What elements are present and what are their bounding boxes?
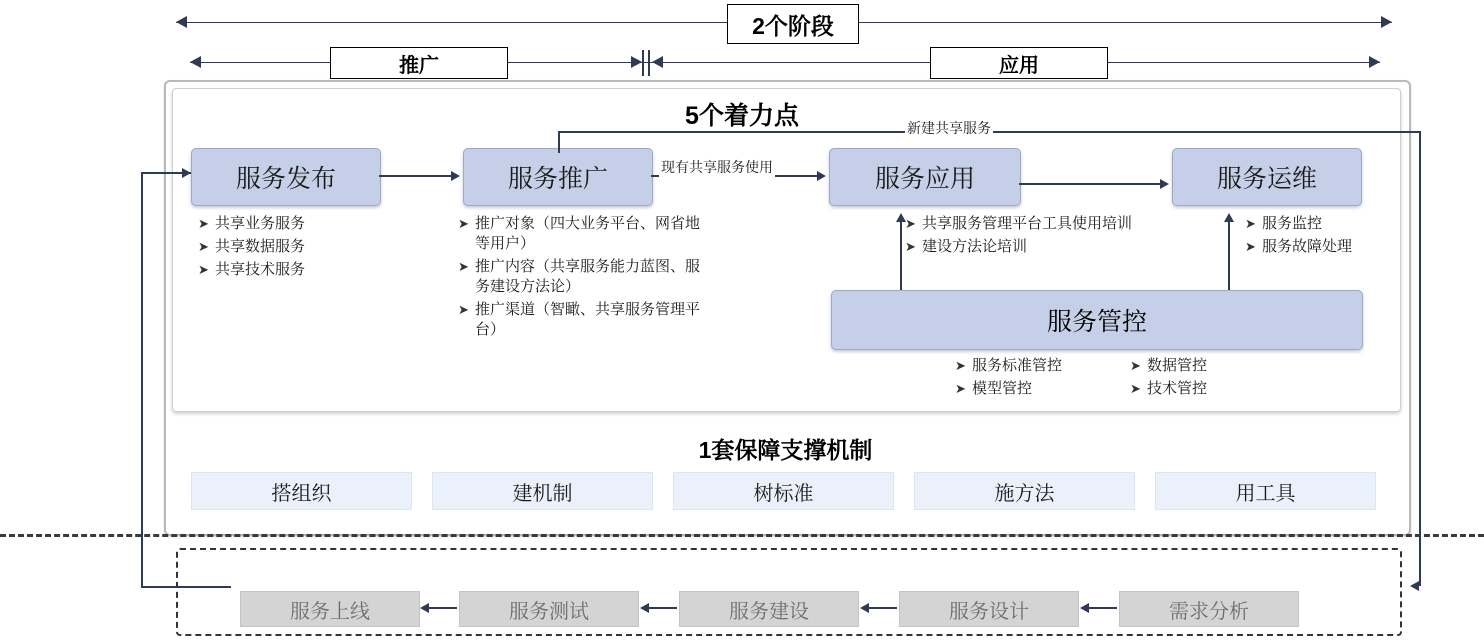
bullet-text: 共享业务服务	[215, 215, 306, 232]
stage-box-service-apply[interactable]: 服务应用	[829, 148, 1021, 206]
phase-total-arrow-right-head	[1381, 16, 1392, 28]
bullet-arrow-icon: ➤	[198, 239, 209, 254]
list-item	[458, 300, 706, 340]
phase-divider-left-head	[631, 56, 642, 68]
list-item	[1130, 379, 1310, 399]
connector-life-2-to-1-head	[640, 603, 649, 613]
list-item	[198, 214, 398, 234]
bullet-arrow-icon: ➤	[1130, 381, 1141, 396]
bullet-arrow-icon: ➤	[955, 381, 966, 396]
connector-life-3-to-2-head	[860, 603, 869, 613]
connector-new-service-head	[1410, 581, 1419, 591]
support-item-method[interactable]: 施方法	[914, 472, 1135, 510]
connector-life-1-to-0-head	[420, 603, 429, 613]
phase-divider-tick-1	[642, 50, 644, 76]
bullet-text: 建设方法论培训	[922, 238, 1028, 255]
stage-box-service-promote[interactable]: 服务推广	[463, 148, 653, 206]
bullet-text: 模型管控	[972, 380, 1033, 397]
connector-governance-to-ops-head	[1224, 213, 1234, 222]
bullet-arrow-icon: ➤	[458, 216, 469, 231]
list-item	[1130, 356, 1310, 376]
bullet-arrow-icon: ➤	[1245, 239, 1256, 254]
lifecycle-item-service-test[interactable]: 服务测试	[459, 591, 639, 627]
list-item	[955, 356, 1135, 376]
bullet-text: 推广内容（共享服务能力蓝图、服务建设方法论）	[475, 258, 701, 295]
stage-box-service-publish[interactable]: 服务发布	[191, 148, 381, 206]
connector-label-existing-service: 现有共享服务使用	[661, 159, 773, 175]
phase-label-apply: 应用	[930, 47, 1108, 79]
connector-governance-to-apply	[900, 222, 902, 290]
bullet-arrow-icon: ➤	[905, 216, 916, 231]
lifecycle-item-service-design[interactable]: 服务设计	[899, 591, 1079, 627]
bullet-arrow-icon: ➤	[955, 358, 966, 373]
bullet-arrow-icon: ➤	[1245, 216, 1256, 231]
lifecycle-item-service-build[interactable]: 服务建设	[679, 591, 859, 627]
bullet-list-apply	[905, 214, 1205, 260]
connector-life-2-to-1	[647, 607, 677, 609]
bullet-text: 共享数据服务	[215, 238, 306, 255]
support-mechanism-title: 1套保障支撑机制	[698, 437, 873, 463]
support-item-organization[interactable]: 搭组织	[191, 472, 412, 510]
list-item	[458, 257, 706, 297]
focus-points-title: 5个着力点	[685, 102, 799, 130]
bullet-arrow-icon: ➤	[198, 216, 209, 231]
connector-publish-to-promote	[379, 175, 451, 177]
connector-apply-to-ops-head	[1160, 179, 1169, 189]
list-item	[198, 237, 398, 257]
connector-label-new-service: 新建共享服务	[907, 120, 991, 136]
phase-sub-arrow-right-head	[1369, 56, 1380, 68]
bullet-list-ops	[1245, 214, 1425, 260]
bullet-arrow-icon: ➤	[1130, 358, 1141, 373]
bullet-text: 数据管控	[1147, 357, 1208, 374]
connector-publish-to-promote-head	[451, 171, 460, 181]
lifecycle-item-requirement-analysis[interactable]: 需求分析	[1119, 591, 1299, 627]
bullet-text: 技术管控	[1147, 380, 1208, 397]
bullet-text: 共享服务管理平台工具使用培训	[922, 215, 1133, 232]
list-item	[1245, 214, 1425, 234]
bullet-list-promote	[458, 214, 706, 343]
bullet-text: 服务标准管控	[972, 357, 1063, 374]
bullet-arrow-icon: ➤	[458, 302, 469, 317]
list-item	[905, 237, 1205, 257]
lifecycle-item-service-online[interactable]: 服务上线	[240, 591, 420, 627]
phase-total-label: 2个阶段	[727, 4, 859, 44]
list-item	[905, 214, 1205, 234]
connector-new-service-vertical-right	[1419, 131, 1421, 586]
support-item-mechanism[interactable]: 建机制	[432, 472, 653, 510]
connector-life-3-to-2	[867, 607, 897, 609]
connector-apply-to-ops	[1019, 183, 1160, 185]
stage-box-service-ops[interactable]: 服务运维	[1172, 148, 1362, 206]
stage-box-service-governance[interactable]: 服务管控	[831, 290, 1363, 350]
connector-new-service-vertical-left	[558, 131, 560, 153]
bullet-text: 服务监控	[1262, 215, 1323, 232]
bullet-arrow-icon: ➤	[198, 262, 209, 277]
list-item	[955, 379, 1135, 399]
list-item	[198, 260, 398, 280]
connector-lifecycle-feedback-head	[182, 168, 191, 178]
connector-governance-to-ops	[1228, 222, 1230, 290]
bullet-arrow-icon: ➤	[905, 239, 916, 254]
support-item-standard[interactable]: 树标准	[673, 472, 894, 510]
bullet-list-publish	[198, 214, 398, 283]
list-item	[458, 214, 706, 254]
connector-life-4-to-3-head	[1080, 603, 1089, 613]
connector-life-4-to-3	[1087, 607, 1117, 609]
connector-promote-to-apply-head	[817, 171, 826, 181]
list-item	[1245, 237, 1425, 257]
bullet-list-governance-left	[955, 356, 1135, 402]
bullet-text: 共享技术服务	[215, 261, 306, 278]
phase-divider-right-head	[652, 56, 663, 68]
support-item-tools[interactable]: 用工具	[1155, 472, 1376, 510]
section-divider	[0, 534, 1484, 537]
phase-label-promote: 推广	[330, 47, 508, 79]
bullet-text: 推广渠道（智瞰、共享服务管理平台）	[475, 301, 701, 338]
bullet-text: 服务故障处理	[1262, 238, 1353, 255]
bullet-text: 推广对象（四大业务平台、网省地等用户）	[475, 215, 701, 252]
connector-lifecycle-feedback-vertical	[141, 172, 143, 586]
bullet-list-governance-right	[1130, 356, 1310, 402]
bullet-arrow-icon: ➤	[458, 259, 469, 274]
phase-divider-tick-2	[648, 50, 650, 76]
connector-life-1-to-0	[427, 607, 457, 609]
